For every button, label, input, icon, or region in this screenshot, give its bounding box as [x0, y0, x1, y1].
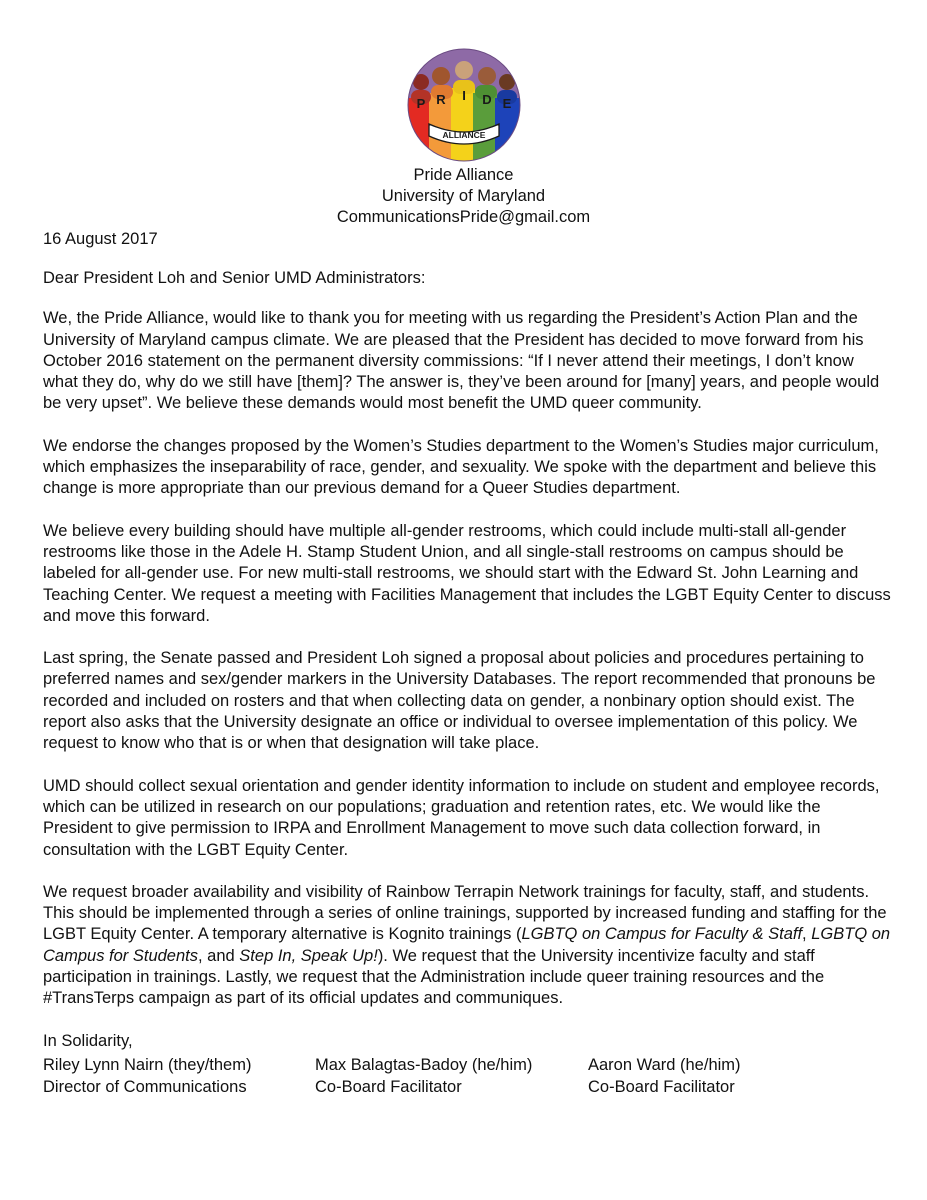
paragraph-preferred-names: Last spring, the Senate passed and President Loh signed a proposal about policies and procedures pertaining to preferred names and sex/gender markers in the University Databases. The report recommended that pronouns be recorded and included on rosters and that when collecting data on gender, a nonbinary option should exist. The report also asks that the University designate an office or individual to oversee implementation of this policy. We request to know who that is or when that designation will take place. [43, 649, 876, 753]
logo-letter-r: R [436, 92, 446, 107]
signatory-title: Director of Communications [43, 1077, 247, 1096]
training-title-step-in: Step In, Speak Up! [239, 946, 378, 965]
logo-letter-d: D [482, 92, 492, 107]
logo-banner-text: ALLIANCE [442, 130, 486, 140]
salutation: Dear President Loh and Senior UMD Administrators: [43, 269, 426, 287]
trainings-text-2: ). We request that the University incentivize faculty and staff participation in trainings. Lastly, we request that the Administration include queer training resources and the #TransTerps campaign as part of its official updates and communiques. [43, 946, 825, 1008]
trainings-sep-1: , [802, 925, 812, 944]
trainings-sep-2: , and [198, 946, 240, 965]
training-title-students: LGBTQ on Campus for Students [43, 925, 891, 965]
logo-letter-e: E [502, 96, 512, 111]
pride-alliance-logo-graphic [407, 48, 521, 162]
contact-email: CommunicationsPride@gmail.com [336, 208, 591, 226]
letter-body [43, 268, 893, 1073]
training-title-faculty-staff: LGBTQ on Campus for Faculty & Staff [521, 925, 803, 944]
signatory-title: Co-Board Facilitator [315, 1077, 462, 1096]
logo-letter-i: I [462, 88, 466, 103]
letterhead [0, 165, 927, 228]
paragraph-restrooms: We believe every building should have multiple all-gender restrooms, which could include multi-stall all-gender restrooms like those in the Adele H. Stamp Student Union, and all single-stall restrooms on campus should be labeled for all-gender use. For new multi-stall restrooms, we should start with the Edward St. John Learning and Teaching Center. We request a meeting with Facilities Management that includes the LGBT Equity Center to discuss and move this forward. [43, 521, 891, 625]
paragraph-thanks: We, the Pride Alliance, would like to thank you for meeting with us regarding the President’s Action Plan and the University of Maryland campus climate. We are pleased that the President has decided to move forward from his October 2016 statement on the permanent diversity commissions: “If I never attend their meetings, I don’t know what they do, why do we still have [them]? The answer is, they’ve been around for [many] years, and people would be very upset”. We believe these demands would most benefit the UMD queer community. [43, 309, 880, 413]
letter-date: 16 August 2017 [43, 230, 158, 248]
logo-letter-p: P [416, 96, 426, 111]
signatory-name: Aaron Ward (he/him) [588, 1056, 741, 1074]
paragraph-data-collection: UMD should collect sexual orientation and gender identity information to include on student and employee records, which can be utilized in research on our populations; graduation and retention rates, etc. We would like the President to give permission to IRPA and Enrollment Management to move such data collection forward, in consultation with the LGBT Equity Center. [43, 776, 880, 859]
org-name: Pride Alliance [413, 166, 514, 184]
paragraph-womens-studies: We endorse the changes proposed by the Women’s Studies department to the Women’s Studies major curriculum, which emphasizes the inseparability of race, gender, and sexuality. We spoke with the department and believe this change is more appropriate than our previous demand for a Queer Studies department. [43, 436, 879, 498]
signatory [588, 1055, 741, 1098]
signatory-name: Max Balagtas-Badoy (he/him) [315, 1056, 533, 1074]
pride-alliance-logo [407, 48, 521, 162]
signatory-name: Riley Lynn Nairn (they/them) [43, 1056, 252, 1074]
paragraph-trainings [43, 882, 893, 1010]
trainings-text-1: We request broader availability and visibility of Rainbow Terrapin Network trainings for faculty, staff, and students. This should be implemented through a series of online trainings, supported by increased funding and staffing for the LGBT Equity Center. A temporary alternative is Kognito trainings ( [43, 882, 887, 944]
signatory-title: Co-Board Facilitator [588, 1077, 735, 1096]
closing: In Solidarity, [43, 1031, 133, 1050]
signatory [315, 1055, 532, 1098]
university-name: University of Maryland [381, 187, 546, 205]
signatory [43, 1055, 251, 1098]
